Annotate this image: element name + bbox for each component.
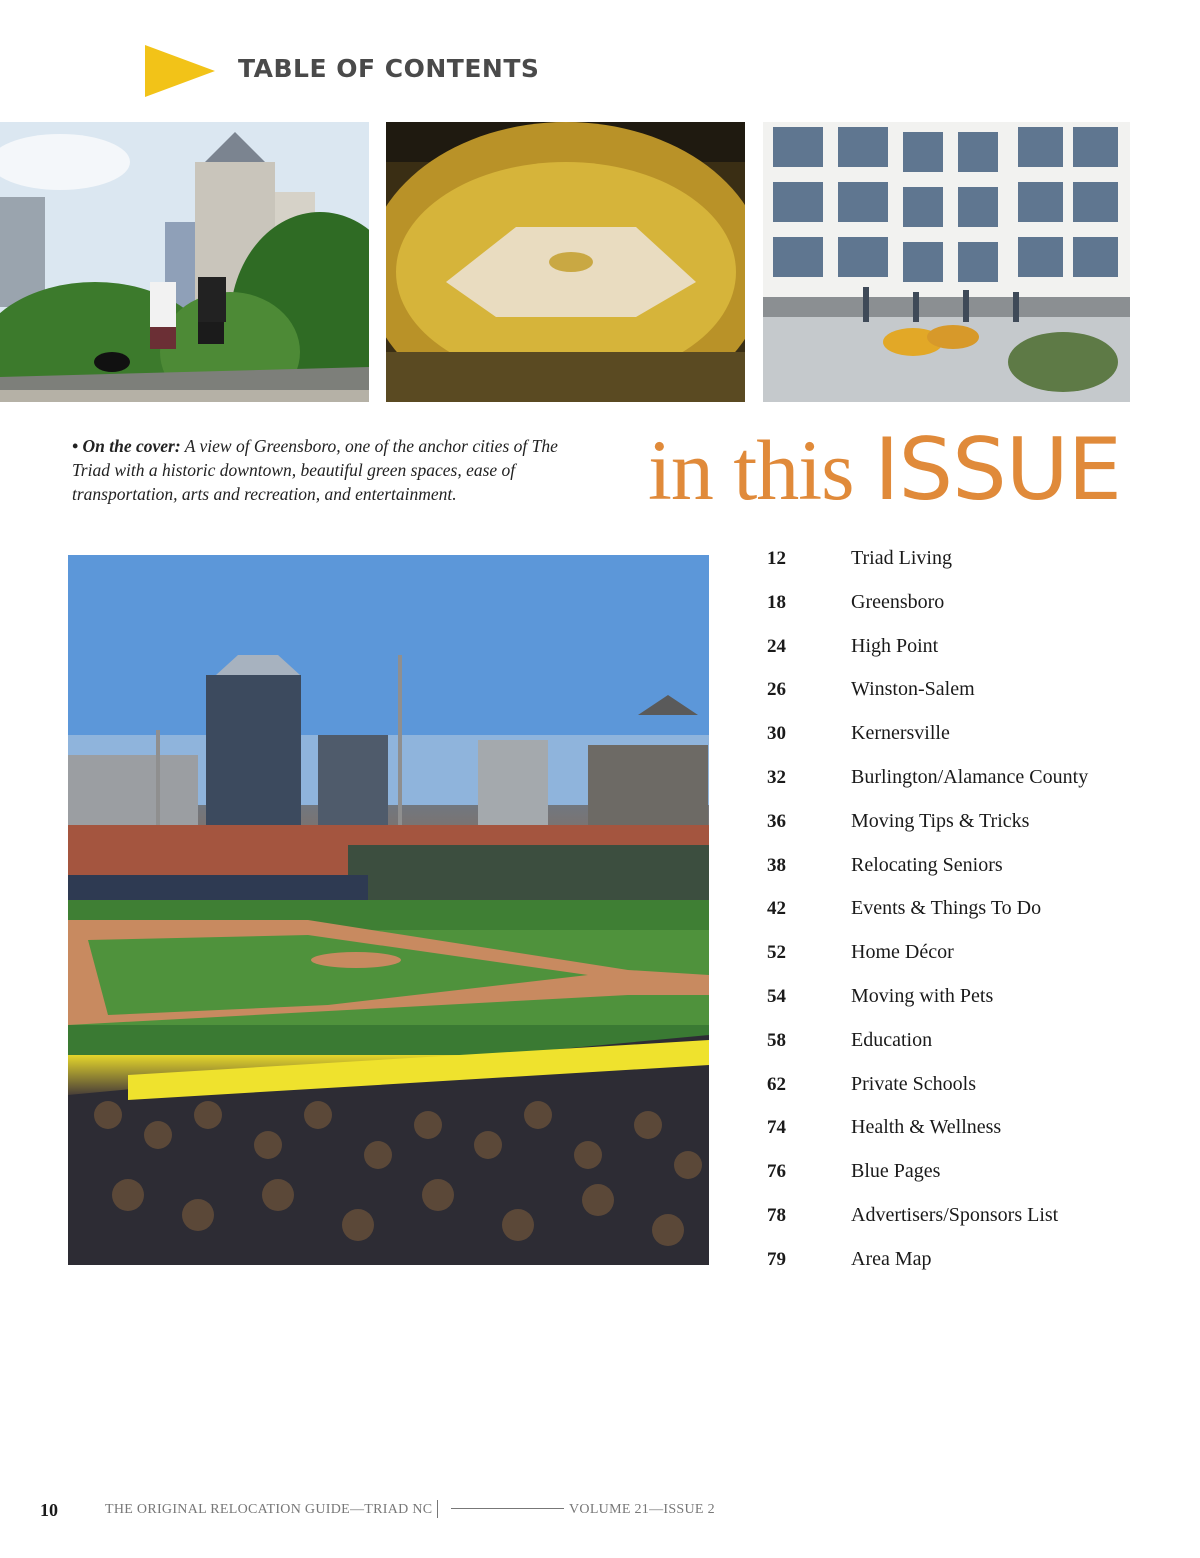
toc-item[interactable]: [767, 588, 1167, 632]
cover-caption-text: A view of Greensboro, one of the anchor cities of The Triad with a historic downtown, beautiful green spaces, ease of transportation, arts and recreation, and entertainment.: [72, 436, 558, 504]
page-footer: [40, 1500, 760, 1520]
toc-title: Education: [851, 1028, 933, 1051]
cover-caption: [72, 434, 592, 506]
toc-item[interactable]: [767, 1026, 1167, 1070]
toc-item[interactable]: [767, 851, 1167, 895]
toc-item[interactable]: [767, 1157, 1167, 1201]
toc-page-number: 54: [767, 985, 786, 1007]
toc-item[interactable]: [767, 675, 1167, 719]
triangle-arrow-icon: [145, 45, 215, 97]
toc-title: Events & Things To Do: [851, 897, 1042, 920]
toc-page-number: 38: [767, 854, 786, 876]
toc-item[interactable]: [767, 763, 1167, 807]
heading-part-issue: ISSUE: [874, 420, 1121, 520]
toc-title: Triad Living: [851, 547, 952, 569]
toc-page-number: 36: [767, 810, 786, 832]
photo-courtyard-building: [763, 122, 1130, 402]
toc-item[interactable]: [767, 807, 1167, 851]
toc-page-number: 74: [767, 1117, 786, 1139]
toc-page-number: 78: [767, 1204, 786, 1226]
toc-item[interactable]: [767, 894, 1167, 938]
toc-title: Moving Tips & Tricks: [851, 809, 1030, 832]
section-title: TABLE OF CONTENTS: [238, 54, 540, 83]
toc-title: Home Décor: [851, 941, 954, 964]
toc-item[interactable]: [767, 1201, 1167, 1245]
footer-page-number: 10: [40, 1500, 58, 1520]
toc-title: Burlington/Alamance County: [851, 765, 1089, 788]
toc-page-number: 58: [767, 1029, 786, 1051]
toc-page-number: 52: [767, 942, 786, 964]
toc-title: Health & Wellness: [851, 1116, 1002, 1139]
toc-item[interactable]: [767, 938, 1167, 982]
toc-title: Blue Pages: [851, 1160, 941, 1183]
toc-item[interactable]: [767, 719, 1167, 763]
toc-page-number: 30: [767, 723, 786, 745]
photo-basketball-arena: [386, 122, 745, 402]
toc-title: Relocating Seniors: [851, 853, 1003, 876]
toc-title: Greensboro: [851, 590, 945, 613]
toc-item[interactable]: [767, 1245, 1167, 1289]
toc-page-number: 26: [767, 679, 786, 701]
toc-page-number: 18: [767, 591, 786, 613]
heading-part-in-this: in this: [648, 422, 875, 518]
toc-title: Area Map: [851, 1247, 932, 1270]
in-this-issue-heading: [648, 420, 1121, 520]
toc-page-number: 79: [767, 1248, 786, 1270]
toc-title: Kernersville: [851, 722, 950, 745]
footer-volume: VOLUME 21—ISSUE 2: [569, 1502, 715, 1517]
toc-item[interactable]: [767, 1070, 1167, 1114]
toc-title: Moving with Pets: [851, 984, 994, 1007]
toc-page-number: 24: [767, 635, 786, 657]
toc-page-number: 62: [767, 1073, 786, 1095]
toc-page-number: 42: [767, 898, 786, 920]
footer-rule: [451, 1508, 564, 1509]
table-of-contents-list: [767, 544, 1167, 1289]
toc-item[interactable]: [767, 632, 1167, 676]
toc-title: Private Schools: [851, 1072, 976, 1095]
toc-item[interactable]: [767, 544, 1167, 588]
toc-item[interactable]: [767, 982, 1167, 1026]
photo-joggers-park: [0, 122, 369, 402]
footer-publication: THE ORIGINAL RELOCATION GUIDE—TRIAD NC: [105, 1502, 433, 1517]
toc-page-number: 12: [767, 548, 786, 569]
toc-item[interactable]: [767, 1113, 1167, 1157]
footer-separator: [437, 1500, 438, 1518]
toc-page-number: 76: [767, 1161, 786, 1183]
cover-caption-lead: • On the cover:: [72, 436, 181, 456]
toc-title: Advertisers/Sponsors List: [851, 1203, 1059, 1226]
toc-page-number: 32: [767, 766, 786, 788]
toc-title: High Point: [851, 634, 939, 657]
photo-baseball-stadium: [68, 555, 709, 1265]
toc-title: Winston-Salem: [851, 678, 975, 701]
